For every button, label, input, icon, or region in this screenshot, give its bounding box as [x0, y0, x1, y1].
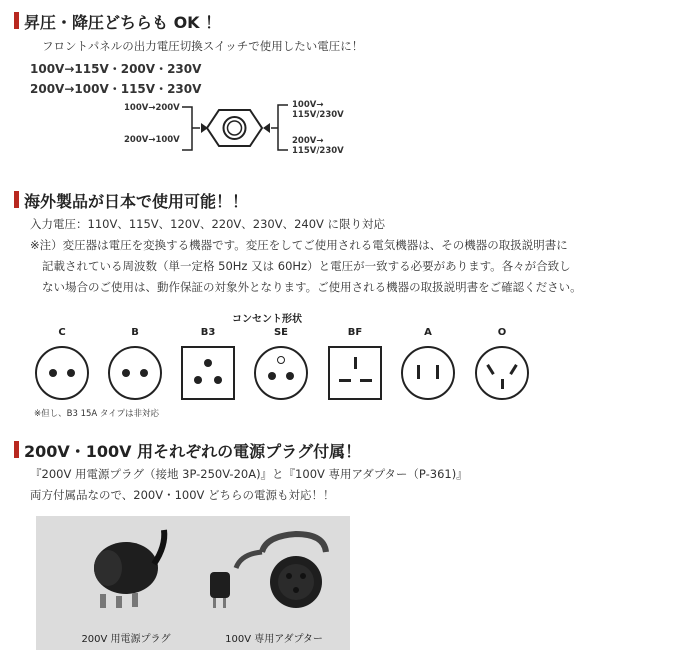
voltage-switch-diagram [180, 98, 292, 160]
section2-heading: 海外製品が日本で使用可能！！ [24, 192, 249, 211]
outlet-a-icon [401, 346, 455, 400]
note-line-2: 記載されている周波数（単一定格 50Hz 又は 60Hz）と電圧が一致する必要があります。各々が合致し [42, 259, 571, 273]
section3-line-2: 両方付属品なので、200V・100V どちらの電源も対応！！ [30, 488, 335, 502]
diagram-output-top-2: 115V/230V [292, 110, 344, 120]
input-voltage-text: 入力電圧：110V、115V、120V、220V、230V、240V に限り対応 [30, 217, 386, 231]
outlet-label-a: A [424, 327, 432, 338]
outlet-b3-icon [181, 346, 235, 400]
outlet-footnote: ※但し、B3 15A タイプは非対応 [34, 409, 159, 419]
outlet-se-icon [254, 346, 308, 400]
outlet-o-icon [475, 346, 529, 400]
section3-heading: 200V・100V 用それぞれの電源プラグ付属！ [24, 442, 362, 461]
adapter-100v-image [196, 516, 356, 628]
outlet-bf-icon [328, 346, 382, 400]
voltage-line-2: 200V→100V・115V・230V [30, 82, 202, 96]
outlet-label-o: O [497, 327, 507, 338]
diagram-output-bottom-1: 200V→ [292, 136, 324, 146]
outlet-b-icon [108, 346, 162, 400]
diagram-input-bottom: 200V→100V [124, 135, 180, 145]
outlet-label-bf: BF [347, 327, 363, 338]
diagram-output-bottom-2: 115V/230V [292, 146, 344, 156]
diagram-output-top-1: 100V→ [292, 100, 324, 110]
outlet-title: コンセント形状 [232, 314, 302, 325]
caption-200v-plug: 200V 用電源プラグ [81, 634, 171, 645]
note-line-3: ない場合のご使用は、動作保証の対象外となります。ご使用される機器の取扱説明書をご確認ください。 [42, 280, 582, 294]
voltage-line-1: 100V→115V・200V・230V [30, 62, 202, 76]
note-line-1: ※注）変圧器は電圧を変換する機器です。変圧をしてご使用される電気機器は、その機器の取扱説明書に [30, 238, 568, 252]
outlet-label-se: SE [273, 327, 289, 338]
accessory-photo-panel [36, 516, 350, 650]
section1-heading: 昇圧・降圧どちらも OK ！ [24, 13, 222, 32]
caption-100v-adapter: 100V 専用アダプター [225, 634, 323, 645]
section-marker [14, 441, 19, 458]
outlet-label-b: B [131, 327, 139, 338]
outlet-c-icon [35, 346, 89, 400]
diagram-input-top: 100V→200V [124, 103, 180, 113]
section1-description: フロントパネルの出力電圧切換スイッチで使用したい電圧に！ [42, 39, 364, 53]
section3-line-1: 『200V 用電源プラグ（接地 3P-250V-20A)』と『100V 専用アダプター（P-361)』 [30, 467, 468, 481]
section-marker [14, 191, 19, 208]
outlet-label-c: C [58, 327, 66, 338]
section-marker [14, 12, 19, 29]
outlet-label-b3: B3 [200, 327, 216, 338]
